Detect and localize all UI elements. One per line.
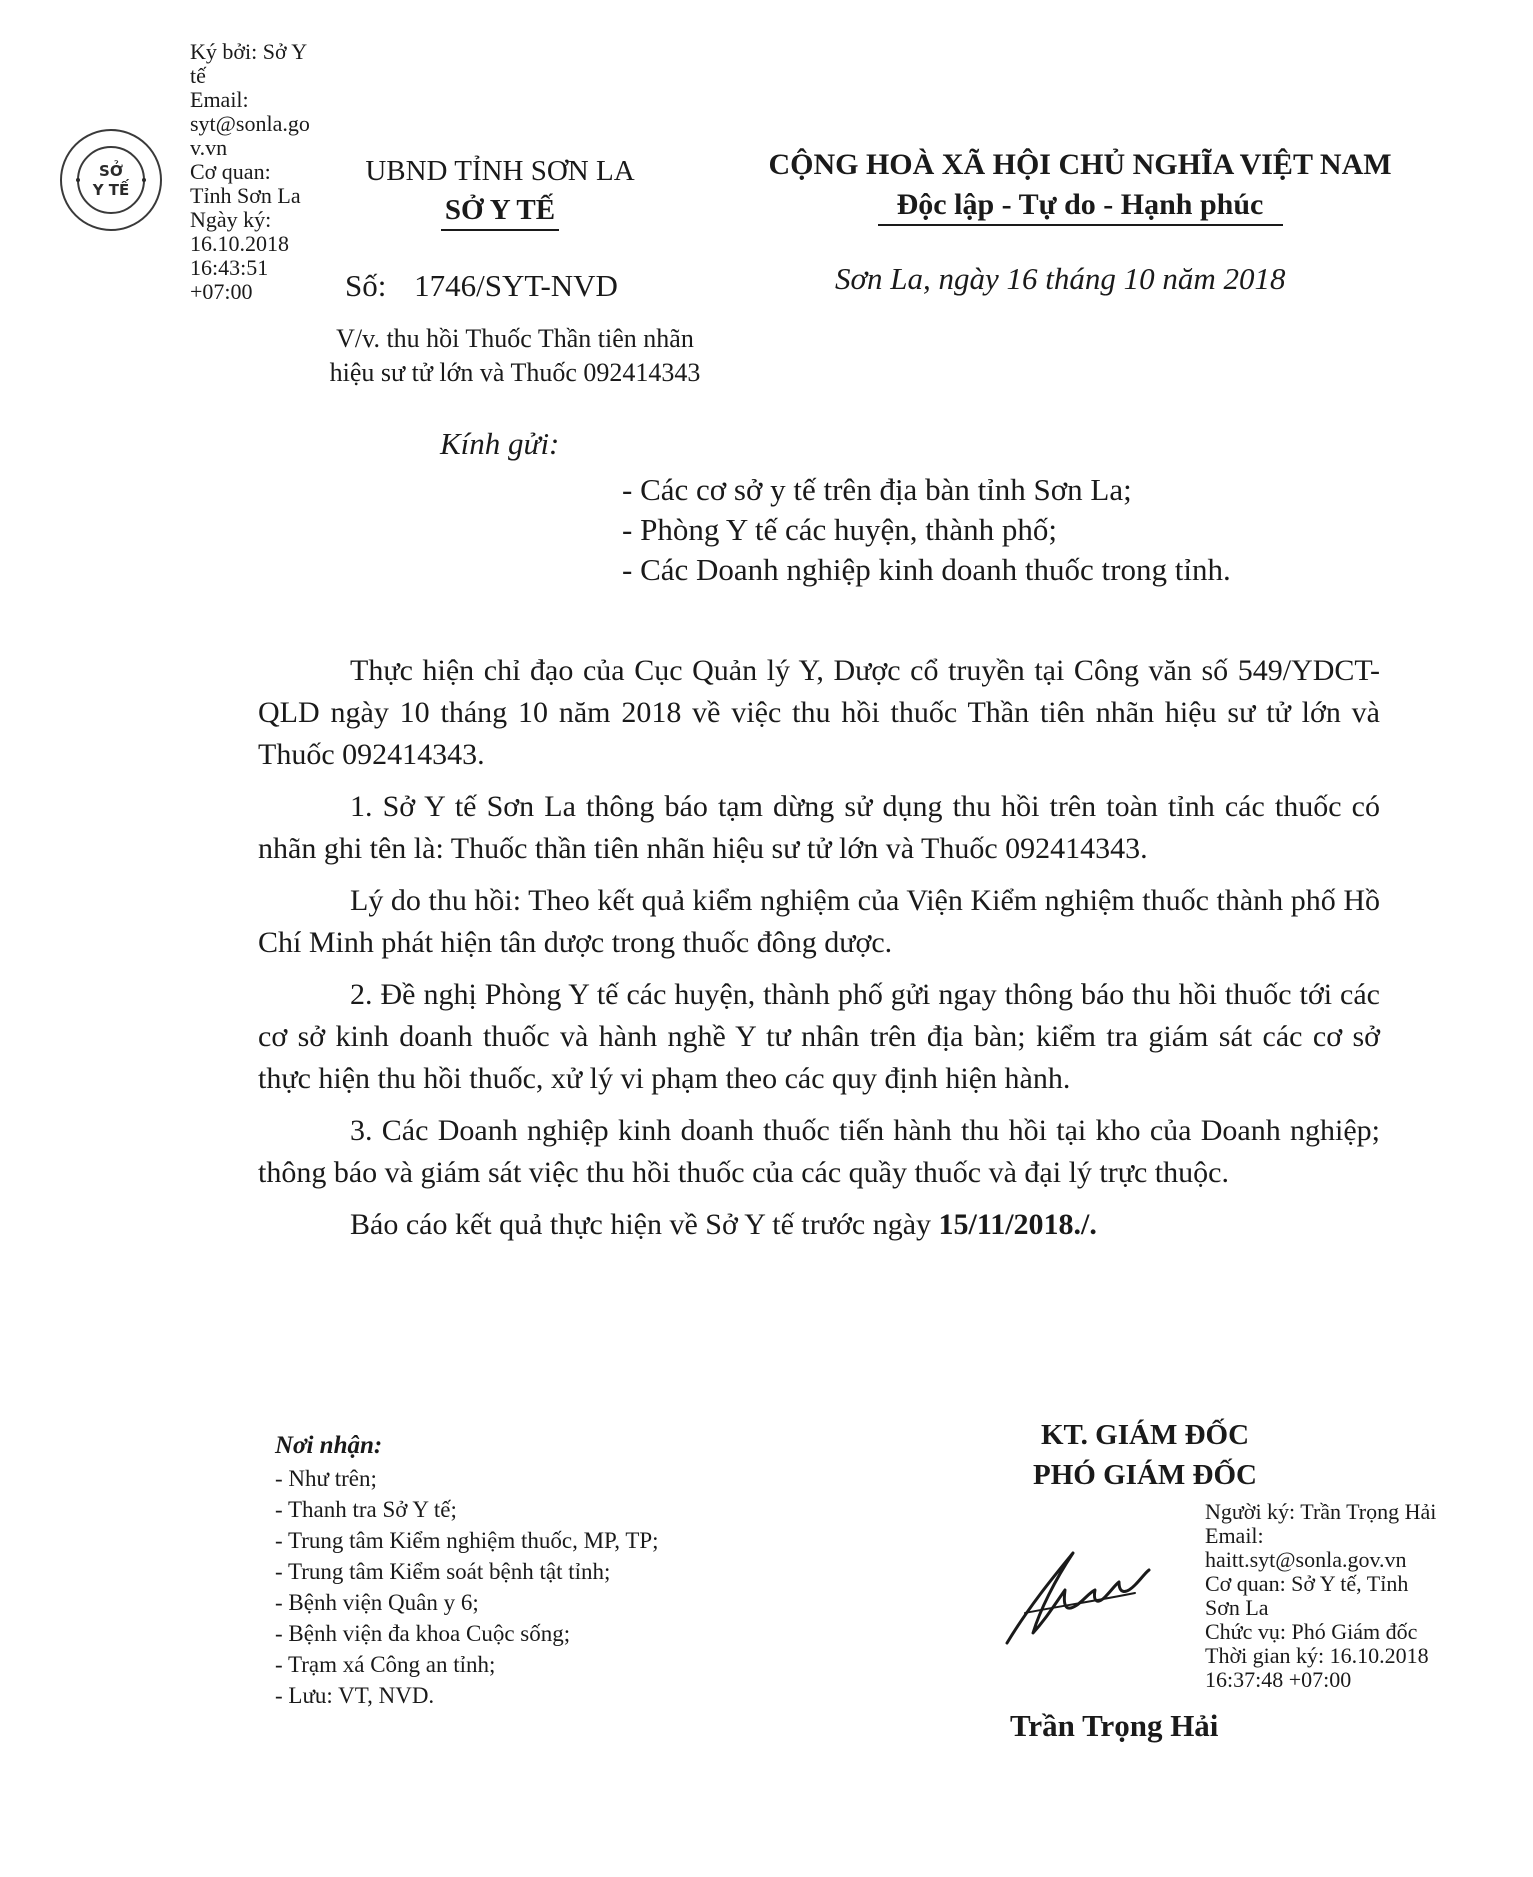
signature-line: Thời gian ký: 16.10.2018 [1205, 1643, 1429, 1668]
signature-line: v.vn [190, 135, 228, 160]
signature-line: syt@sonla.go [190, 111, 310, 136]
seal-center-text-1: SỞ [99, 162, 123, 180]
body-paragraph-6 [258, 1204, 1380, 1246]
signature-line: Email: [1205, 1523, 1264, 1548]
subject [280, 322, 750, 390]
recipients-title: Nơi nhận: [275, 1432, 383, 1459]
recipient-item: - Như trên; [275, 1466, 377, 1491]
place-date: Sơn La, ngày 16 tháng 10 năm 2018 [835, 261, 1286, 296]
number-label: Số: [345, 268, 387, 303]
body-paragraph-4: 2. Đề nghị Phòng Y tế các huyện, thành phố gửi ngay thông báo thu hồi thuốc tới các cơ sở kinh doanh thuốc và hành nghề Y tư nhân trên địa bàn; kiểm tra giám sát các cơ sở thực hiện thu hồi thuốc, xử lý vi phạm theo các quy định hiện hành. [258, 978, 1380, 1095]
signature-line: Ngày ký: [190, 207, 272, 232]
report-deadline-date: 15/11/2018./. [938, 1208, 1097, 1241]
subject-line-2: hiệu sư tử lớn và Thuốc 092414343 [329, 358, 701, 387]
recipient-item: - Thanh tra Sở Y tế; [275, 1497, 457, 1522]
signature-line: Ký bởi: Sở Y [190, 39, 308, 64]
signature-line: Người ký: Trần Trọng Hải [1205, 1499, 1437, 1524]
handwritten-signature [985, 1535, 1155, 1655]
seal-center-text-2: Y TẾ [92, 181, 130, 199]
salutation: Kính gửi: [440, 426, 560, 461]
recipient-item: - Bệnh viện đa khoa Cuộc sống; [275, 1621, 571, 1646]
body-paragraph-5: 3. Các Doanh nghiệp kinh doanh thuốc tiến hành thu hồi tại kho của Doanh nghiệp; thông báo và giám sát việc thu hồi thuốc của các quầy thuốc và đại lý trực thuộc. [258, 1114, 1380, 1189]
report-deadline-text: Báo cáo kết quả thực hiện về Sở Y tế trước ngày [350, 1208, 939, 1241]
signature-line: Sơn La [1205, 1595, 1269, 1620]
subject-line-1: V/v. thu hồi Thuốc Thần tiên nhãn [336, 324, 694, 353]
motto-underline [878, 224, 1283, 226]
national-line-2: Độc lập - Tự do - Hạnh phúc [896, 188, 1264, 221]
agency-line-1: UBND TỈNH SƠN LA [365, 155, 635, 187]
seal-graphic [58, 127, 164, 233]
recipient-item: - Trung tâm Kiểm nghiệm thuốc, MP, TP; [275, 1528, 659, 1553]
body-paragraph-3: Lý do thu hồi: Theo kết quả kiểm nghiệm của Viện Kiểm nghiệm thuốc thành phố Hồ Chí Minh phát hiện tân dược trong thuốc đông dược. [258, 884, 1380, 959]
recipient-item: - Trung tâm Kiểm soát bệnh tật tỉnh; [275, 1559, 611, 1584]
signature-line: tế [190, 63, 206, 88]
signature-line: +07:00 [190, 279, 253, 304]
body-text [258, 650, 1380, 1246]
recipients-block [275, 1430, 835, 1711]
addressee-item: - Các Doanh nghiệp kinh doanh thuốc trong tỉnh. [622, 552, 1231, 587]
official-seal [58, 127, 164, 233]
recipient-item: - Lưu: VT, NVD. [275, 1683, 435, 1708]
signature-line: Cơ quan: Sở Y tế, Tỉnh [1205, 1571, 1409, 1596]
body-paragraph-2: 1. Sở Y tế Sơn La thông báo tạm dừng sử dụng thu hồi trên toàn tỉnh các thuốc có nhãn ghi tên là: Thuốc thần tiên nhãn hiệu sư tử lớn và Thuốc 092414343. [258, 790, 1380, 865]
signature-line: 16:37:48 +07:00 [1205, 1667, 1352, 1692]
signature-line: Cơ quan: [190, 159, 271, 184]
addressee-item: - Phòng Y tế các huyện, thành phố; [622, 512, 1058, 547]
signer-titles [975, 1415, 1315, 1495]
agency-block [330, 155, 670, 231]
top-digital-signature [190, 40, 340, 304]
recipient-item: - Bệnh viện Quân y 6; [275, 1590, 479, 1615]
document-number [345, 265, 618, 307]
body-paragraph-1: Thực hiện chỉ đạo của Cục Quản lý Y, Dược cổ truyền tại Công văn số 549/YDCT-QLD ngày 10 tháng 10 năm 2018 về việc thu hồi thuốc Thần tiên nhãn hiệu sư tử lớn và Thuốc 092414343. [258, 654, 1380, 771]
addressee-list [622, 470, 1231, 590]
signer-title-1: KT. GIÁM ĐỐC [1040, 1419, 1250, 1451]
recipient-item: - Trạm xá Công an tỉnh; [275, 1652, 496, 1677]
signature-line: Chức vụ: Phó Giám đốc [1205, 1619, 1418, 1644]
agency-line-2: SỞ Y TẾ [444, 194, 556, 226]
signature-line: 16:43:51 [190, 255, 269, 280]
signature-line: Tỉnh Sơn La [190, 183, 301, 208]
signature-graphic [985, 1535, 1155, 1655]
signature-line: 16.10.2018 [190, 231, 289, 256]
addressee-item: - Các cơ sở y tế trên địa bàn tỉnh Sơn La; [622, 472, 1132, 507]
agency-underline [441, 229, 559, 231]
signer-name: Trần Trọng Hải [1010, 1708, 1219, 1743]
national-block [740, 148, 1420, 226]
national-line-1: CỘNG HOÀ XÃ HỘI CHỦ NGHĨA VIỆT NAM [768, 148, 1392, 181]
signature-line: Email: [190, 87, 249, 112]
signature-line: haitt.syt@sonla.gov.vn [1205, 1547, 1407, 1572]
signer-digital-signature [1205, 1500, 1505, 1692]
number-value: 1746/SYT-NVD [414, 268, 618, 303]
signer-title-2: PHÓ GIÁM ĐỐC [1033, 1459, 1257, 1491]
